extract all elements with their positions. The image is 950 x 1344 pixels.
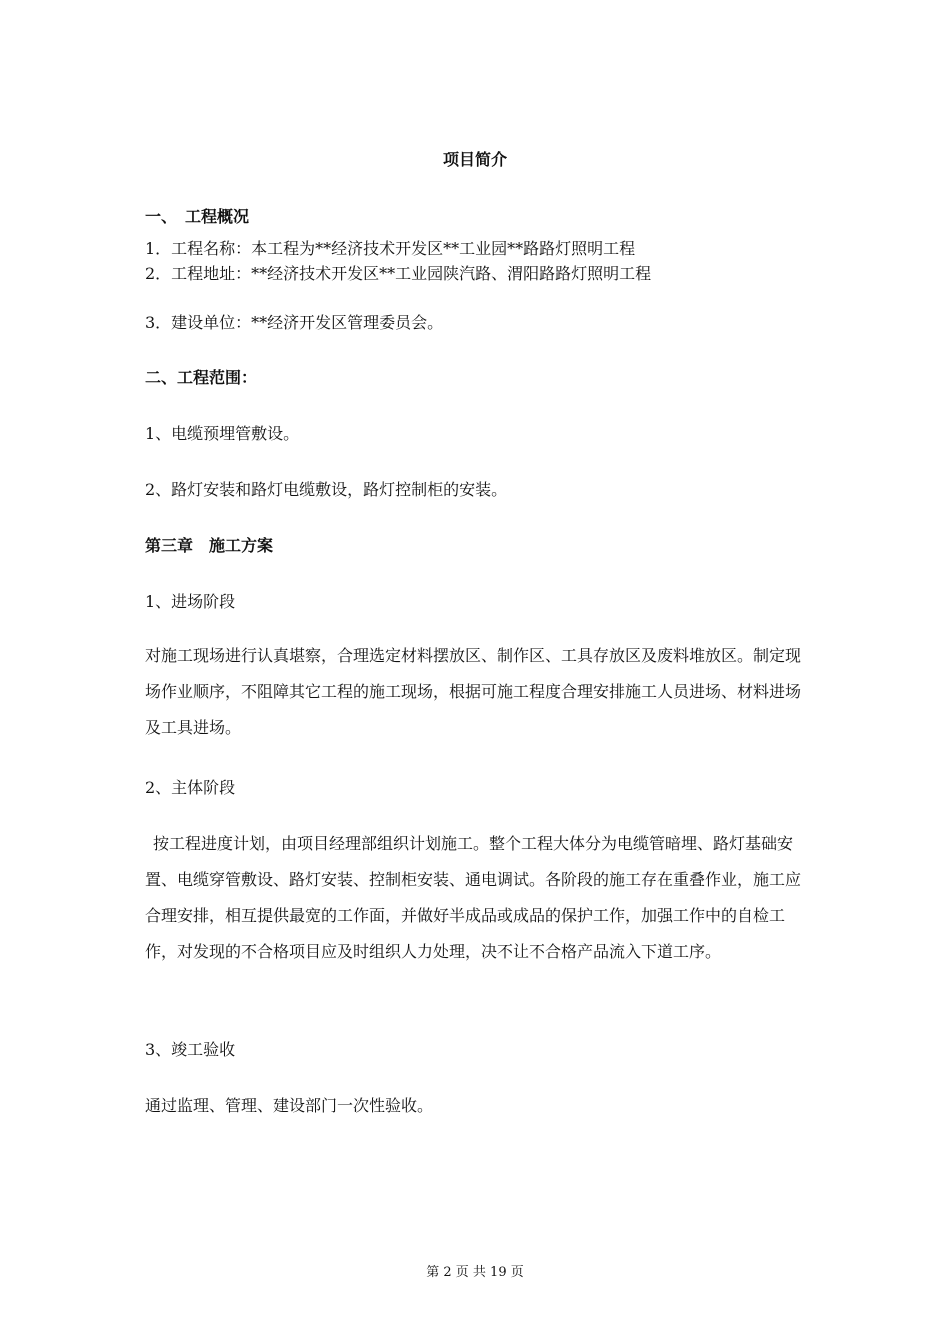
stage1-heading: 1、进场阶段: [145, 592, 236, 611]
stage2-paragraph: 按工程进度计划，由项目经理部组织计划施工。整个工程大体分为电缆管暗埋、路灯基础安置、电缆穿管敷设、路灯安装、控制柜安装、通电调试。各阶段的施工存在重叠作业，施工应合理安排，相互提供最宽的工作面，并做好半成品或成品的保护工作，加强工作中的自检工作，对发现的不合格项目应及时组织人力处理，决不让不合格产品流入下道工序。: [145, 834, 802, 961]
stage2-heading: 2、主体阶段: [145, 778, 236, 797]
chapter3-heading: 第三章 施工方案: [145, 536, 274, 555]
page-footer: 第 2 页 共 19 页: [426, 1265, 524, 1280]
page-title: 项目简介: [442, 150, 507, 169]
stage1-paragraph: 对施工现场进行认真堪察，合理选定材料摆放区、制作区、工具存放区及废料堆放区。制定现场作业顺序，不阻障其它工程的施工现场，根据可施工程度合理安排施工人员进场、材料进场及工具进场。: [145, 646, 802, 737]
scope-item-2: 2、路灯安装和路灯电缆敷设，路灯控制柜的安装。: [145, 480, 508, 499]
project-address: 2．工程地址：**经济技术开发区**工业园陕汽路、渭阳路路灯照明工程: [145, 264, 652, 283]
scope-item-1: 1、电缆预埋管敷设。: [145, 424, 300, 443]
project-name: 1．工程名称：本工程为**经济技术开发区**工业园**路路灯照明工程: [145, 239, 636, 258]
stage3-heading: 3、竣工验收: [145, 1040, 236, 1059]
section2-heading: 二、工程范围：: [145, 368, 258, 387]
section1-heading: 一、 工程概况: [145, 207, 250, 226]
construction-unit: 3．建设单位：**经济开发区管理委员会。: [145, 313, 444, 332]
stage3-paragraph: 通过监理、管理、建设部门一次性验收。: [145, 1096, 434, 1115]
